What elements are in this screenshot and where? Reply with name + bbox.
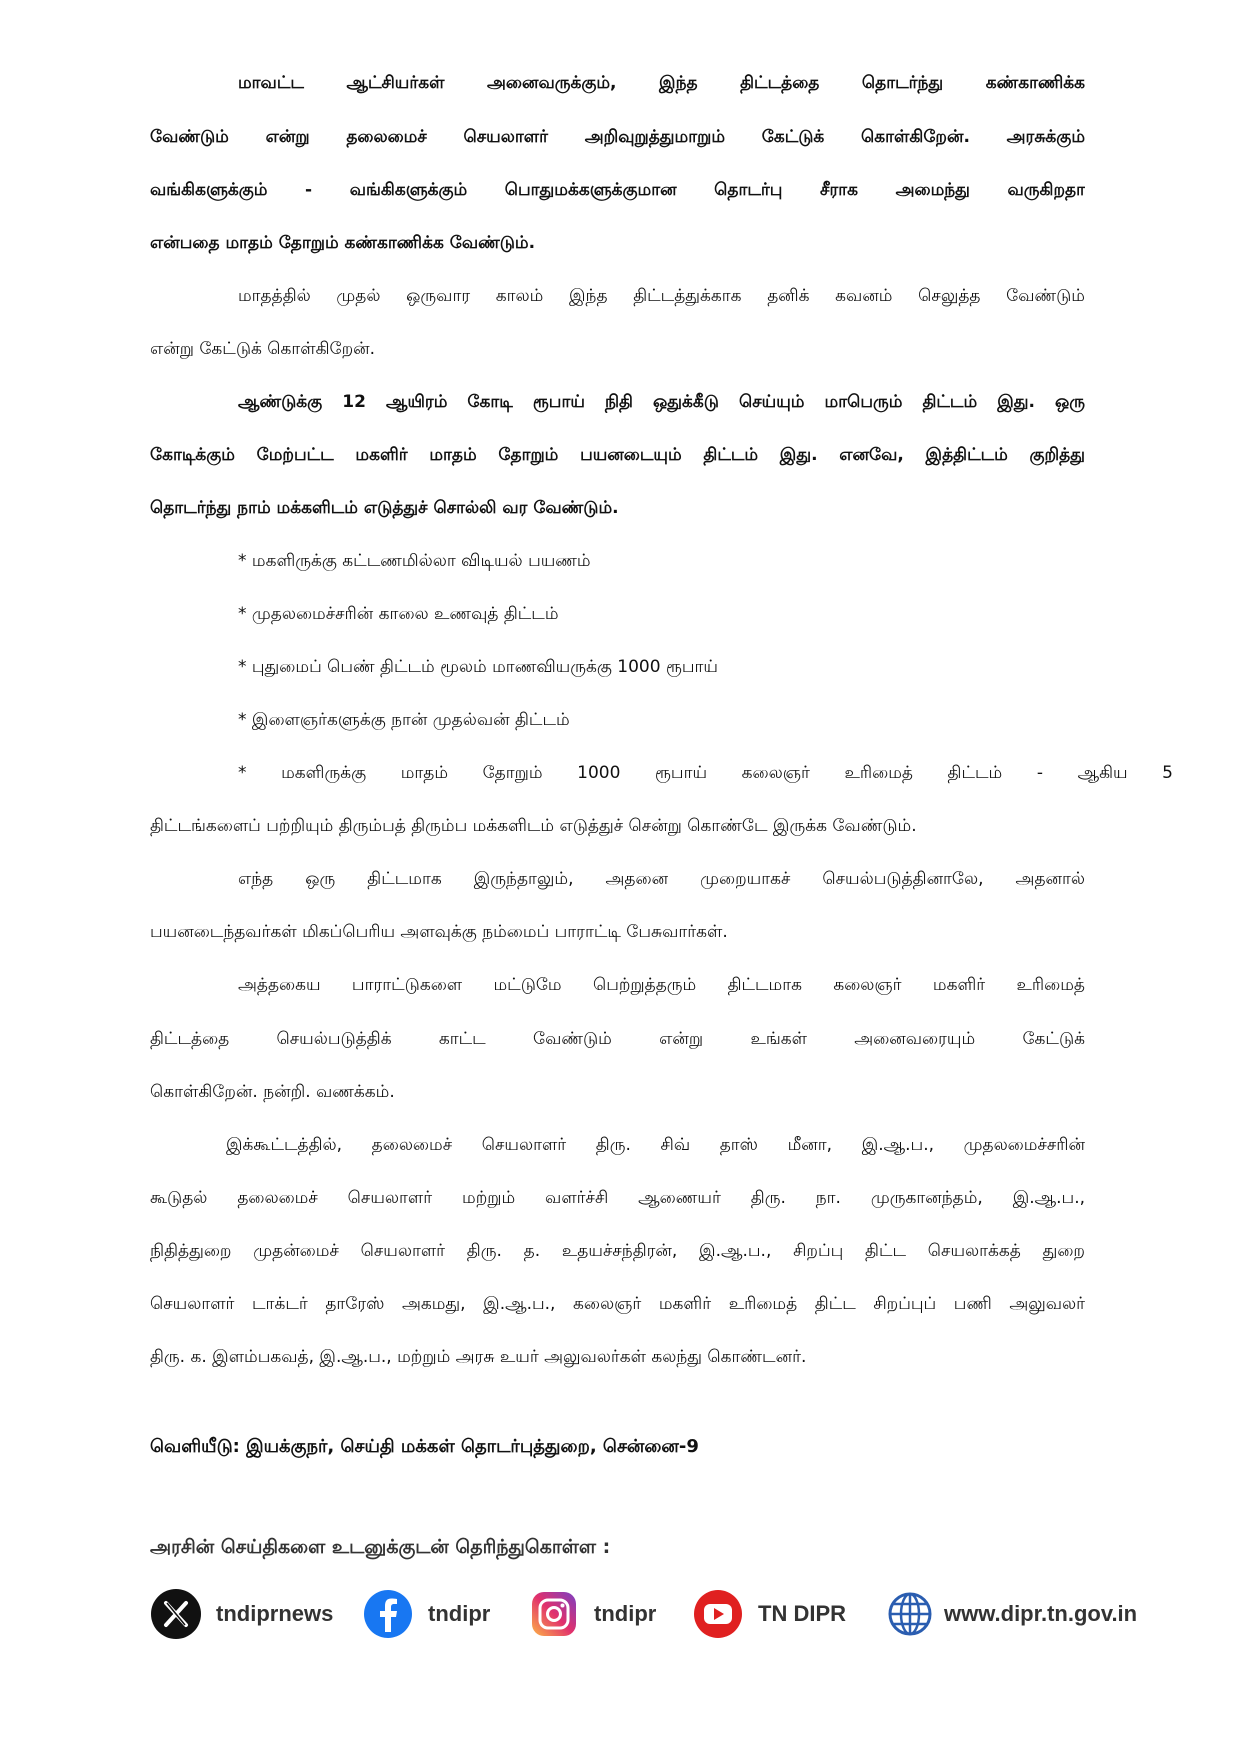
paragraph-line: தொடர்ந்து நாம் மக்களிடம் எடுத்துச் சொல்லி வர வேண்டும். <box>150 498 619 518</box>
paragraph-line: மாவட்ட ஆட்சியர்கள் அனைவருக்கும், இந்த திட்டத்தை தொடர்ந்து கண்காணிக்க <box>238 73 1085 93</box>
paragraph-line: எந்த ஒரு திட்டமாக இருந்தாலும், அதனை முறையாகச் செயல்படுத்தினாலே, அதனால் <box>238 869 1085 889</box>
paragraph-line: திரு. க. இளம்பகவத், இ.ஆ.ப., மற்றும் அரசு உயர் அலுவலர்கள் கலந்து கொண்டனர். <box>150 1347 807 1367</box>
paragraph-line: கொள்கிறேன். நன்றி. வணக்கம். <box>150 1082 395 1102</box>
follow-prompt: அரசின் செய்திகளை உடனுக்குடன் தெரிந்துகொள்ள : <box>150 1536 611 1558</box>
social-label: TN DIPR <box>758 1601 846 1626</box>
instagram-icon <box>528 1588 580 1640</box>
social-facebook-link[interactable] <box>362 1586 490 1642</box>
globe-icon <box>884 1588 936 1640</box>
paragraph-line: மாதத்தில் முதல் ஒருவார காலம் இந்த திட்டத்துக்காக தனிக் கவனம் செலுத்த வேண்டும் <box>238 286 1085 306</box>
paragraph-line: பயனடைந்தவர்கள் மிகப்பெரிய அளவுக்கு நம்மைப் பாராட்டி பேசுவார்கள். <box>150 922 728 942</box>
x-icon <box>150 1588 202 1640</box>
paragraph-line: இக்கூட்டத்தில், தலைமைச் செயலாளர் திரு. சிவ் தாஸ் மீனா, இ.ஆ.ப., முதலமைச்சரின் <box>226 1135 1085 1155</box>
paragraph-line: வேண்டும் என்று தலைமைச் செயலாளர் அறிவுறுத்துமாறும் கேட்டுக் கொள்கிறேன். அரசுக்கும் <box>150 127 1085 147</box>
social-label: tndiprnews <box>216 1601 334 1626</box>
paragraph-line: ஆண்டுக்கு 12 ஆயிரம் கோடி ரூபாய் நிதி ஒதுக்கீடு செய்யும் மாபெரும் திட்டம் இது. ஒரு <box>238 392 1085 412</box>
social-label: tndipr <box>428 1601 491 1626</box>
bullet-item: * முதலமைச்சரின் காலை உணவுத் திட்டம் <box>238 604 559 624</box>
paragraph-line: என்று கேட்டுக் கொள்கிறேன். <box>150 339 376 359</box>
facebook-icon <box>362 1588 414 1640</box>
social-youtube-link[interactable] <box>692 1586 846 1642</box>
paragraph-line: திட்டங்களைப் பற்றியும் திரும்பத் திரும்ப மக்களிடம் எடுத்துச் சென்று கொண்டே இருக்க வேண்டும். <box>150 816 917 836</box>
social-x-link[interactable] <box>150 1586 333 1642</box>
bullet-item: * மகளிருக்கு கட்டணமில்லா விடியல் பயணம் <box>238 551 591 571</box>
social-website-link[interactable] <box>884 1586 1137 1642</box>
social-label: tndipr <box>594 1601 657 1626</box>
paragraph-line: செயலாளர் டாக்டர் தாரேஸ் அகமது, இ.ஆ.ப., கலைஞர் மகளிர் உரிமைத் திட்ட சிறப்புப் பணி அலுவலர் <box>150 1294 1085 1314</box>
paragraph-line: கூடுதல் தலைமைச் செயலாளர் மற்றும் வளர்ச்சி ஆணையர் திரு. நா. முருகானந்தம், இ.ஆ.ப., <box>150 1188 1085 1208</box>
social-instagram-link[interactable] <box>528 1586 656 1642</box>
bullet-item: * இளைஞர்களுக்கு நான் முதல்வன் திட்டம் <box>238 710 570 730</box>
paragraph-line: வங்கிகளுக்கும் - வங்கிகளுக்கும் பொதுமக்களுக்குமான தொடர்பு சீராக அமைந்து வருகிறதா <box>150 180 1085 200</box>
paragraph-line: அத்தகைய பாராட்டுகளை மட்டுமே பெற்றுத்தரும் திட்டமாக கலைஞர் மகளிர் உரிமைத் <box>238 975 1085 995</box>
paragraph-line: நிதித்துறை முதன்மைச் செயலாளர் திரு. த. உதயச்சந்திரன், இ.ஆ.ப., சிறப்பு திட்ட செயலாக்கத் துறை <box>150 1241 1085 1261</box>
bullet-item: * மகளிருக்கு மாதம் தோறும் 1000 ரூபாய் கலைஞர் உரிமைத் திட்டம் - ஆகிய 5 <box>238 763 1173 783</box>
youtube-icon <box>692 1588 744 1640</box>
release-line: வெளியீடு: இயக்குநர், செய்தி மக்கள் தொடர்புத்துறை, சென்னை-9 <box>150 1436 699 1457</box>
paragraph-line: என்பதை மாதம் தோறும் கண்காணிக்க வேண்டும். <box>150 233 536 253</box>
social-label: www.dipr.tn.gov.in <box>944 1601 1138 1626</box>
paragraph-line: திட்டத்தை செயல்படுத்திக் காட்ட வேண்டும் என்று உங்கள் அனைவரையும் கேட்டுக் <box>150 1029 1085 1049</box>
paragraph-line: கோடிக்கும் மேற்பட்ட மகளிர் மாதம் தோறும் பயனடையும் திட்டம் இது. எனவே, இத்திட்டம் குறித்து <box>150 445 1085 465</box>
bullet-item: * புதுமைப் பெண் திட்டம் மூலம் மாணவியருக்கு 1000 ரூபாய் <box>238 657 718 677</box>
